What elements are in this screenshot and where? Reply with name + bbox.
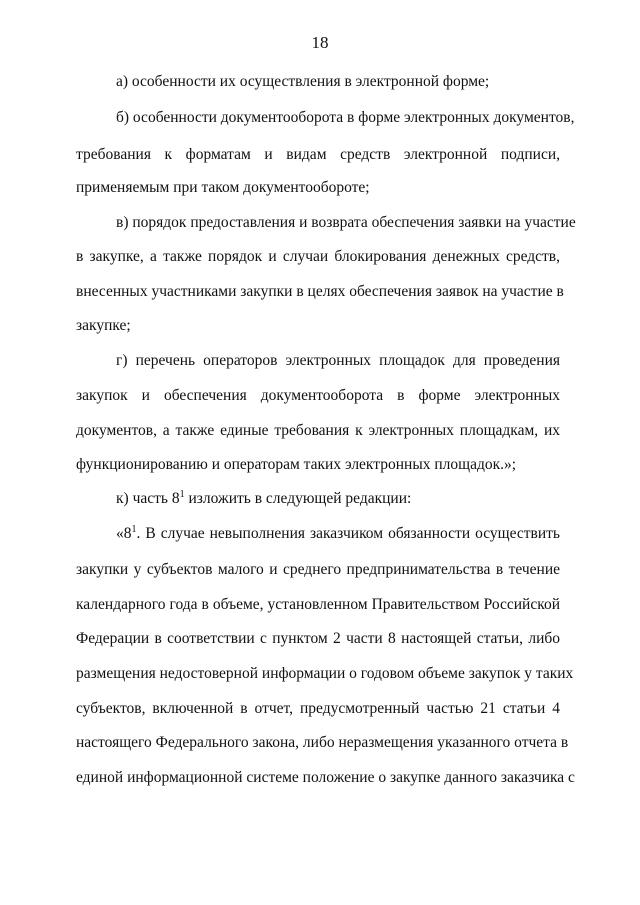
text-segment: изложить в следующей редакции: [184,490,412,507]
text-line: требования к форматам и видам средств электронной подписи, [76,146,560,163]
text-line: закупки у субъектов малого и среднего предпринимательства в течение [76,561,560,578]
text-segment: . В случае невыполнения заказчиком обязанности осуществить [136,525,560,542]
text-line: Федерации в соответствии с пунктом 2 части 8 настоящей статьи, либо [76,630,560,647]
text-segment: к) часть 8 [116,490,180,507]
text-segment: «8 [116,525,132,542]
text-line: субъектов, включенной в отчет, предусмотренный частью 21 статьи 4 [76,700,560,717]
text-line: закупок и обеспечения документооборота в форме электронных [76,387,560,404]
text-line: а) особенности их осуществления в электронной форме; [116,73,490,90]
text-line: календарного года в объеме, установленном Правительством Российской [76,596,560,613]
text-line: применяемым при таком документообороте; [76,179,370,196]
superscript: 1 [131,524,137,535]
page-number: 18 [311,33,329,52]
text-line: в) порядок предоставления и возврата обеспечения заявки на участие [116,214,576,231]
text-line: настоящего Федерального закона, либо неразмещения указанного отчета в [76,734,569,751]
text-line [116,489,560,509]
text-line [116,524,560,544]
text-line: единой информационной системе положение о закупке данного заказчика с [76,769,575,786]
text-line: б) особенности документооборота в форме электронных документов, [116,109,575,126]
text-line: внесенных участниками закупки в целях обеспечения заявок на участие в [76,283,564,300]
text-line: г) перечень операторов электронных площадок для проведения [116,352,560,369]
text-line: размещения недостоверной информации о годовом объеме закупок у таких [76,665,574,682]
text-line: в закупке, а также порядок и случаи блокирования денежных средств, [76,248,560,265]
text-line: документов, а также единые требования к электронных площадкам, их [76,422,560,439]
superscript: 1 [179,489,185,500]
text-line: функционированию и операторам таких электронных площадок.»; [76,456,517,473]
text-line: закупке; [76,317,131,334]
